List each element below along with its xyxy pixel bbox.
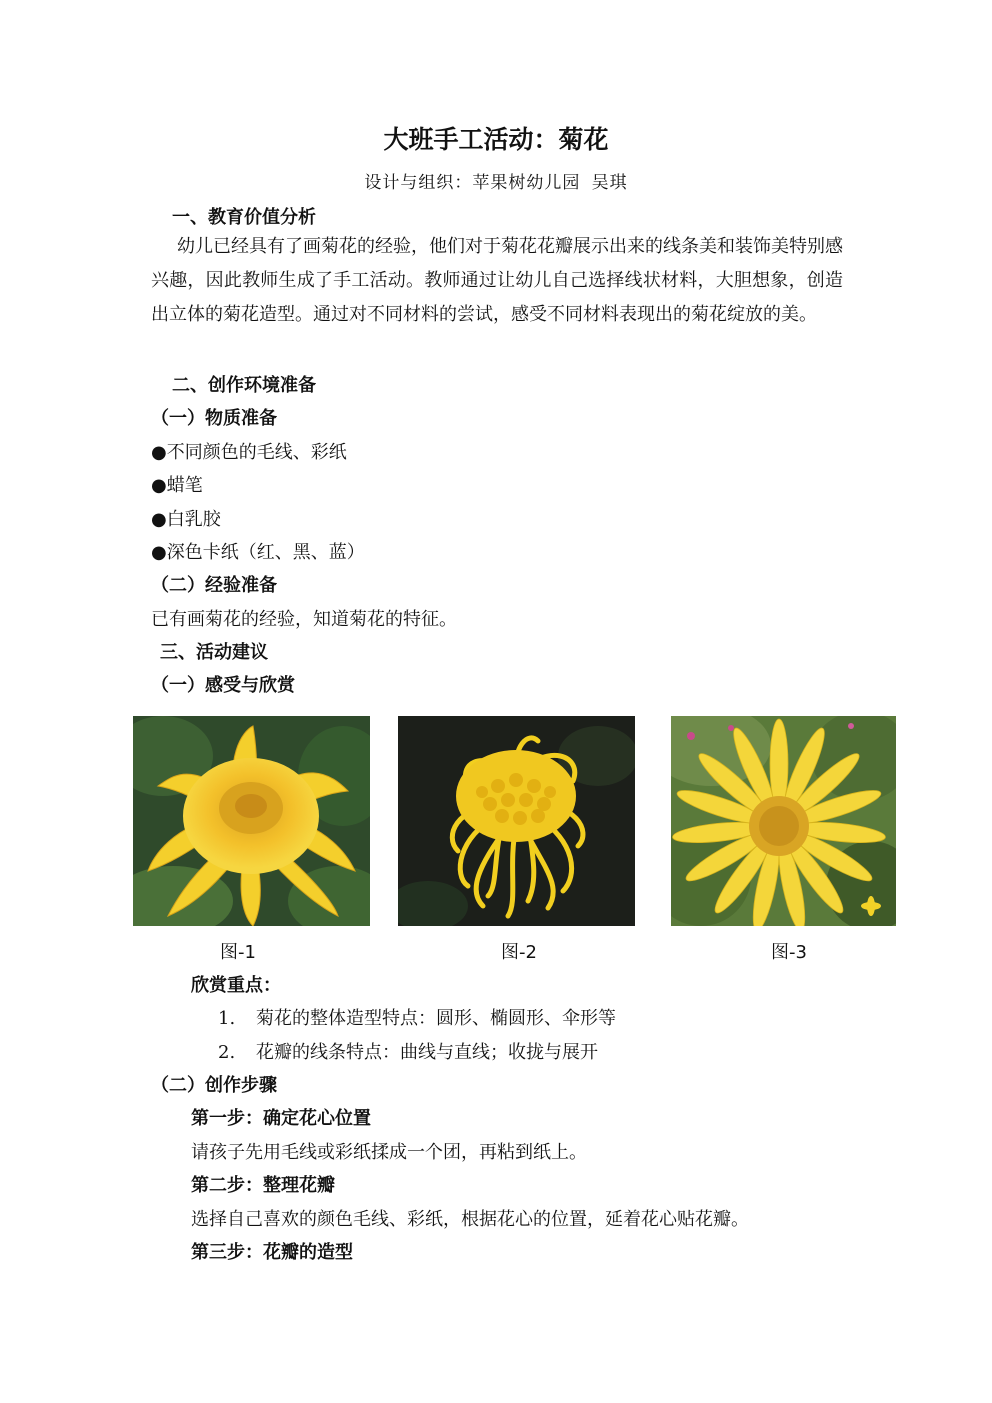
figure-caption-2: 图-2 xyxy=(501,942,537,963)
section-2-sub1: （一）物质准备 xyxy=(151,408,277,429)
byline: 设计与组织：苹果树幼儿园 吴琪 xyxy=(364,173,628,193)
step-label: 第一步：确定花心位置 xyxy=(191,1108,371,1129)
chrysanthemum-photo-3 xyxy=(671,716,896,926)
material-item: ●白乳胶 xyxy=(151,509,221,530)
section-3-sub2: （二）创作步骤 xyxy=(151,1075,277,1096)
material-item: ●蜡笔 xyxy=(151,475,203,496)
material-item: ●深色卡纸（红、黑、蓝） xyxy=(151,542,365,563)
chrysanthemum-photo-1 xyxy=(133,716,370,926)
section-2-sub2: （二）经验准备 xyxy=(151,575,277,596)
step-text: 请孩子先用毛线或彩纸揉成一个团，再粘到纸上。 xyxy=(191,1142,587,1163)
figure-caption-3: 图-3 xyxy=(771,942,807,963)
focus-item-text: 菊花的整体造型特点：圆形、椭圆形、伞形等 xyxy=(256,1008,616,1029)
focus-item-number: 2. xyxy=(218,1042,236,1063)
step-label: 第二步：整理花瓣 xyxy=(191,1175,335,1196)
section-1-heading: 一、教育价值分析 xyxy=(172,207,316,228)
focus-item xyxy=(218,1004,616,1030)
section-1-text: 幼儿已经具有了画菊花的经验，他们对于菊花花瓣展示出来的线条美和装饰美特别感兴趣，因此教师生成了手工活动。教师通过让幼儿自己选择线状材料，大胆想象，创造出立体的菊花造型。通过对不同材料的尝试，感受不同材料表现出的菊花绽放的美。 xyxy=(151,236,843,325)
focus-item xyxy=(218,1038,598,1064)
chrysanthemum-photo-2 xyxy=(398,716,635,926)
material-item: ●不同颜色的毛线、彩纸 xyxy=(151,442,347,463)
section-3-sub1: （一）感受与欣赏 xyxy=(151,675,295,696)
section-3-heading: 三、活动建议 xyxy=(160,642,268,663)
focus-item-number: 1. xyxy=(218,1008,236,1029)
section-2-heading: 二、创作环境准备 xyxy=(172,375,316,396)
focus-item-text: 花瓣的线条特点：曲线与直线；收拢与展开 xyxy=(256,1042,598,1063)
section-1-paragraph xyxy=(151,230,843,332)
figure-caption-1: 图-1 xyxy=(220,942,256,963)
focus-label: 欣赏重点： xyxy=(191,975,281,996)
section-2-sub2-text: 已有画菊花的经验，知道菊花的特征。 xyxy=(151,609,457,630)
page-title: 大班手工活动：菊花 xyxy=(383,125,609,154)
step-label: 第三步：花瓣的造型 xyxy=(191,1242,353,1263)
step-text: 选择自己喜欢的颜色毛线、彩纸，根据花心的位置，延着花心贴花瓣。 xyxy=(191,1209,749,1230)
